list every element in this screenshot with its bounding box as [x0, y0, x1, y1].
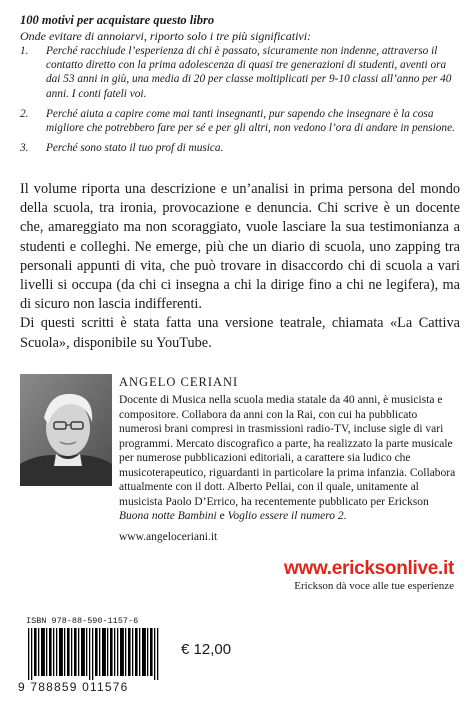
bio-text: e — [216, 510, 228, 522]
isbn-label: ISBN 978-88-590-1157-6 — [26, 616, 139, 626]
motivi-item-text: Perché sono stato il tuo prof di musica. — [46, 142, 224, 155]
author-website[interactable]: www.angeloceriani.it — [119, 531, 218, 543]
bio-text: Docente di Musica nella scuola media statale da 40 anni, è musicista e compositore. Collabora da anni con la Rai, con cui ha pubblicato numerosi brani compresi in trasmissioni radio-TV, incluse sigle di vari programmi. Mercato discografico a parte, ha realizzato la parte musicale per numerose pubblicazioni editoriali, a carattere sia ludico che musicoterapeutico, riguardanti in particolare la prima infanzia. Collabora attualmente con il dott. Alberto Pellai, con il quale, unitamente al musicista Paolo D’Errico, ha recentemente pubblicato per Erickson — [119, 394, 456, 508]
book-title: Voglio essere il numero 2 — [227, 510, 344, 522]
publisher-website[interactable]: www.ericksonlive.it — [284, 558, 454, 579]
motivi-item-number: 3. — [20, 142, 29, 155]
motivi-item-text: Perché aiuta a capire come mai tanti insegnanti, pur sapendo che insegnare è la cosa migliore che potrebbero fare per sé e per gli altri, non vedono l’ora di andare in pensione. — [46, 107, 455, 135]
author-bio — [119, 393, 459, 524]
motivi-list — [20, 44, 460, 161]
barcode — [26, 628, 162, 680]
description-paragraph: Il volume riporta una descrizione e un’analisi in prima persona del mondo della scuola, tra ironia, provocazione e denuncia. Chi scrive è un docente che, amareggiato ma non scoraggiato, vuole lasciare la sua testimonianza a studenti e colleghi. Ne emerge, più che un diario di scuola, uno zapping tra personali appunti di vita, che può trovare in disaccordo chi di scuola a vari livelli si occupa (da chi ci insegna a chi la dirige fino a chi ne legifera), ma di sicuro non lascia indifferenti. — [20, 181, 460, 313]
motivi-title: 100 motivi per acquistare questo libro — [20, 13, 215, 27]
motivi-item-number: 1. — [20, 45, 29, 57]
motivi-item — [20, 107, 460, 135]
publisher-tagline: Erickson dà voce alle tue esperienze — [294, 580, 454, 592]
motivi-item-number: 2. — [20, 107, 29, 120]
motivi-item — [20, 141, 460, 155]
book-description — [20, 180, 460, 353]
author-photo — [20, 374, 112, 486]
author-name: ANGELO CERIANI — [119, 375, 239, 389]
description-paragraph: Di questi scritti è stata fatta una versione teatrale, chiamata «La Cattiva Scuola», disponibile su YouTube. — [20, 315, 460, 351]
barcode-digits: 9 788859 011576 — [18, 680, 129, 694]
motivi-intro: Onde evitare di annoiarvi, riporto solo i tre più significativi: — [20, 29, 312, 43]
book-title: Buona notte Bambini — [119, 510, 217, 522]
motivi-item-text: Perché racchiude l’esperienza di chi è passato, sicuramente non indenne, attraverso il contatto diretto con la prima adolescenza di quasi tre generazioni di studenti, aventi ora dai 53 anni in giù, una media di 20 per classe moltiplicati per 9-10 classi all’anno per 40 anni. I conti fateli voi. — [46, 45, 452, 100]
motivi-item — [20, 44, 460, 101]
price: € 12,00 — [181, 641, 232, 658]
bio-text: . — [343, 510, 347, 522]
